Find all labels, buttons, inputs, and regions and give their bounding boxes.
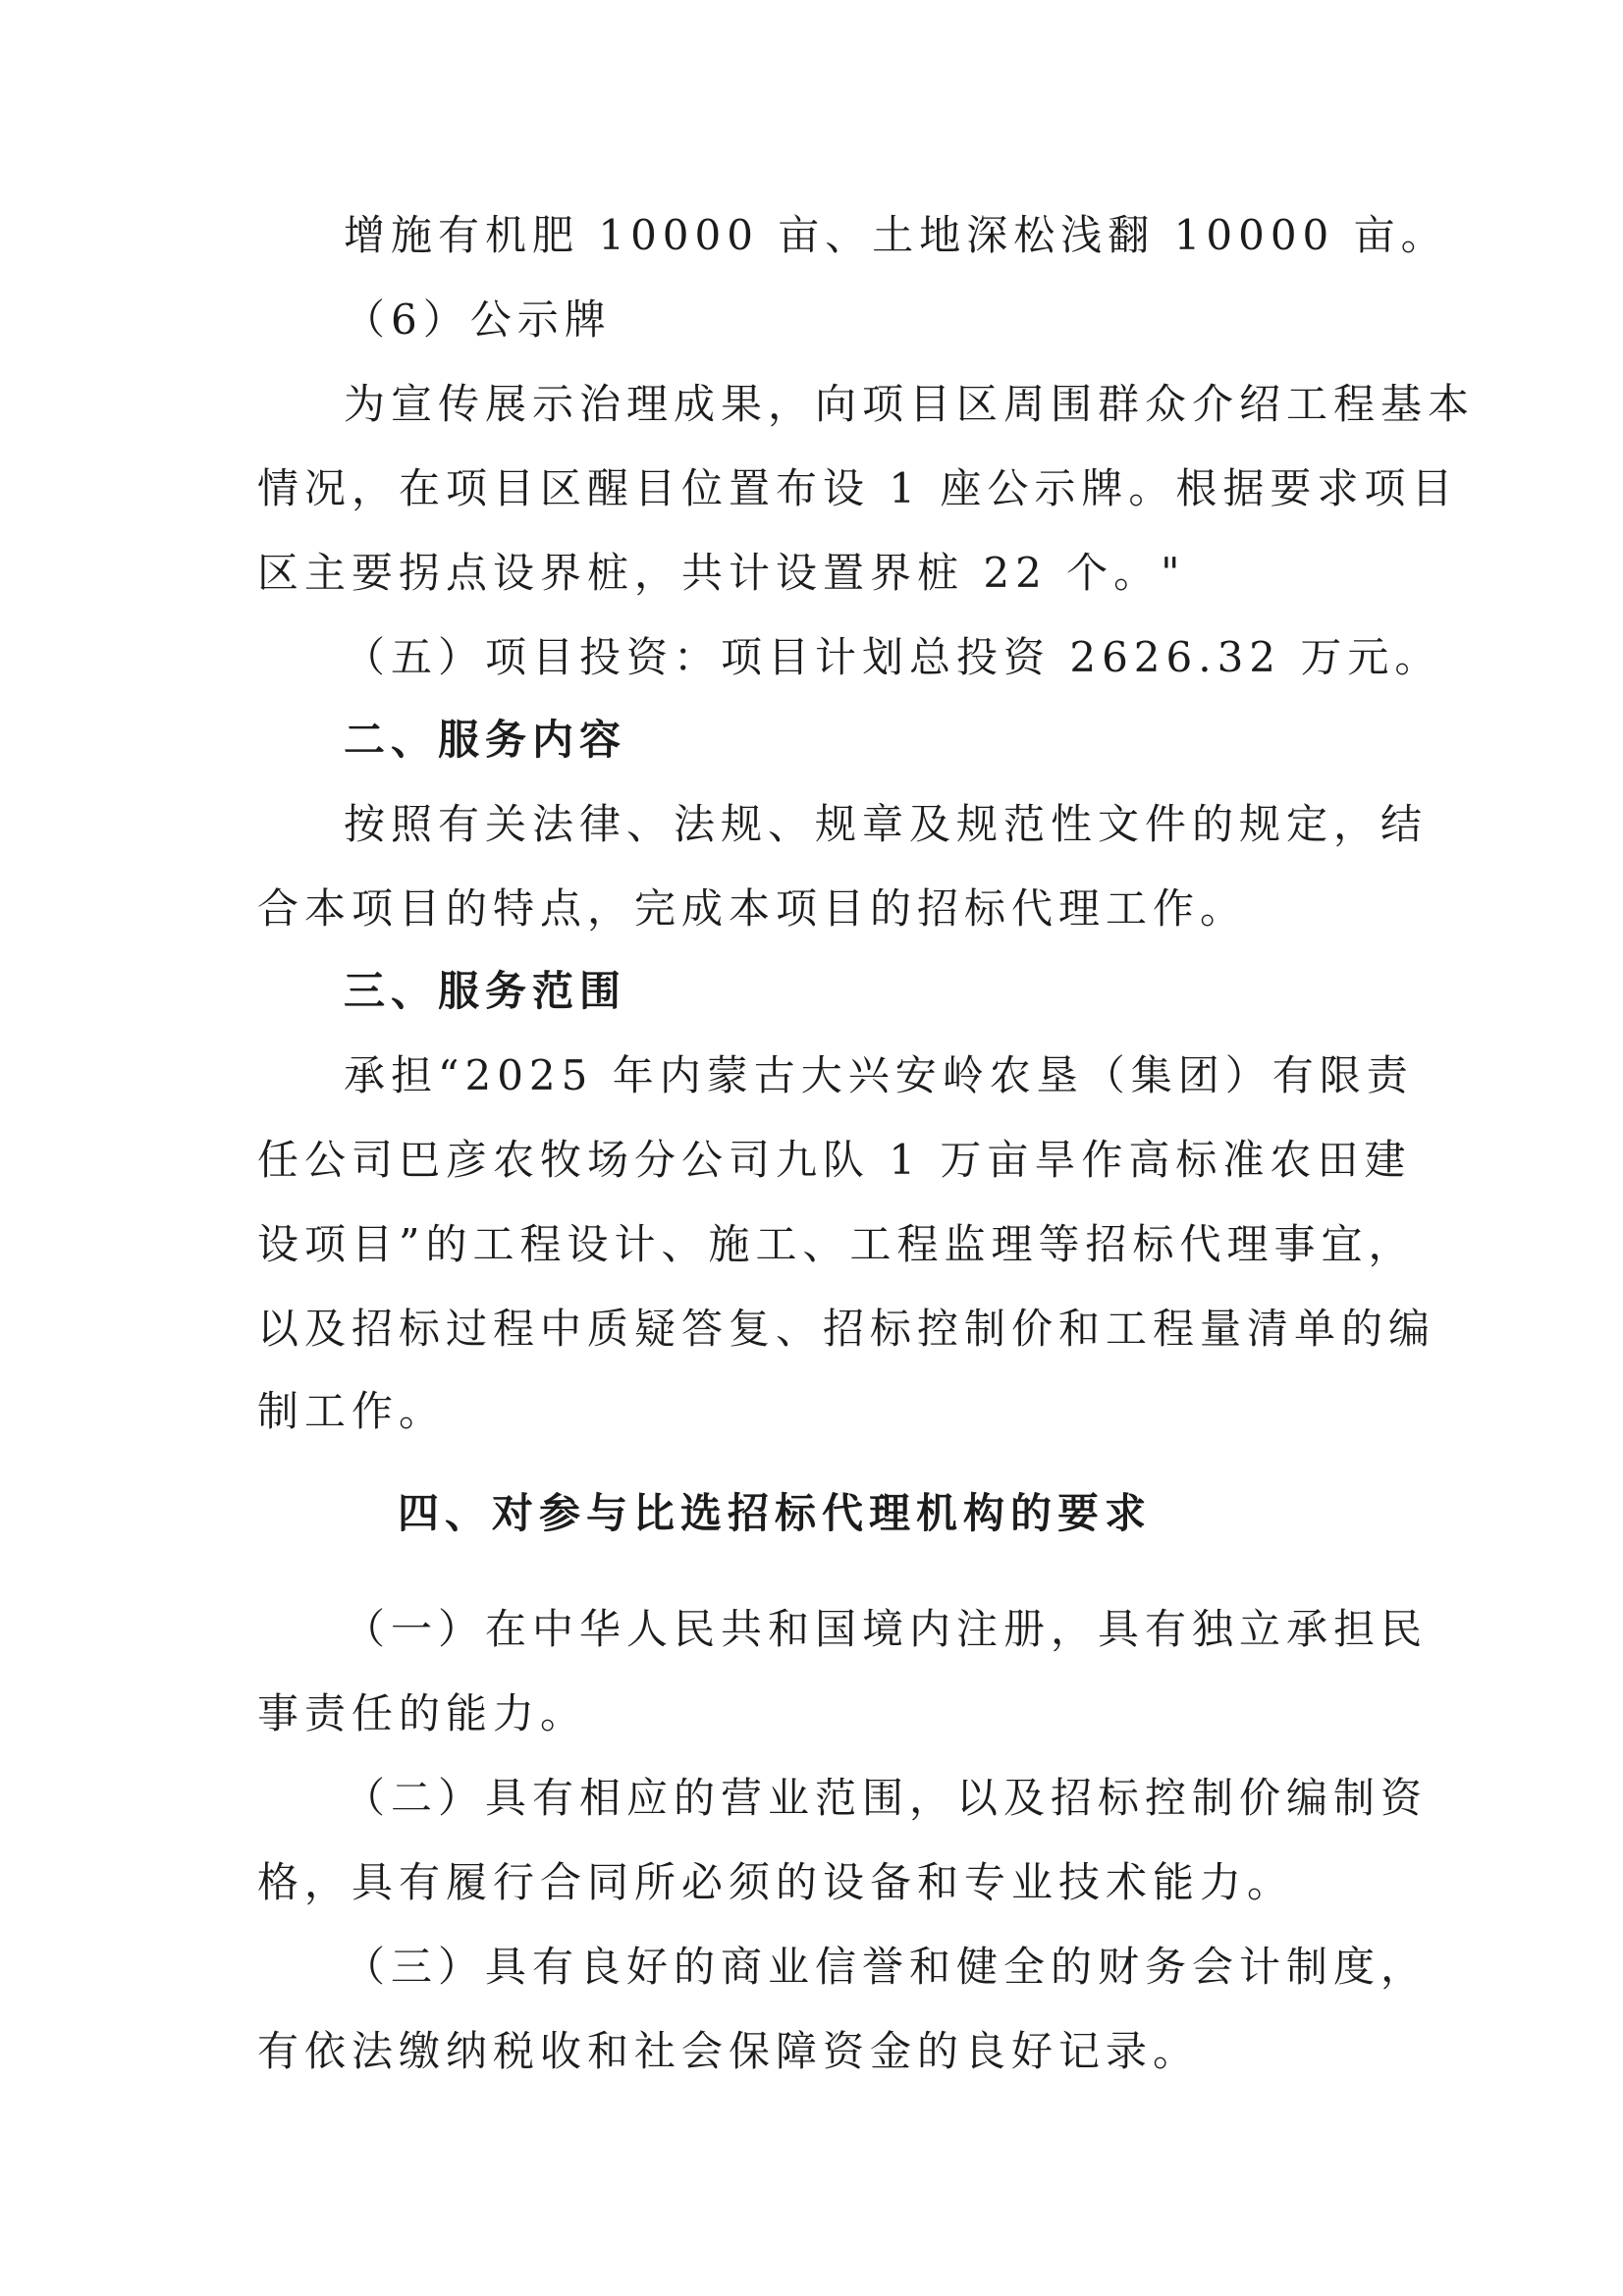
section-2-line-1: 按照有关法律、法规、规章及规范性文件的规定，结 (344, 800, 1429, 848)
signboard-subheading: （6）公示牌 (344, 295, 612, 344)
section-3-heading: 三、服务范围 (344, 967, 627, 1015)
fertilizer-line: 增施有机肥 10000 亩、土地深松浅翻 10000 亩。 (344, 211, 1448, 259)
requirement-3-line-1: （三）具有良好的商业信誉和健全的财务会计制度， (344, 1943, 1429, 1991)
requirement-1-line-2: 事责任的能力。 (257, 1689, 588, 1737)
section-3-line-2: 任公司巴彦农牧场分公司九队 1 万亩旱作高标准农田建 (257, 1136, 1412, 1184)
section-3-line-4: 以及招标过程中质疑答复、招标控制价和工程量清单的编 (257, 1305, 1436, 1353)
section-4-heading: 四、对参与比选招标代理机构的要求 (398, 1489, 1153, 1537)
section-2-heading: 二、服务内容 (344, 716, 627, 764)
signboard-para-line-2: 情况，在项目区醒目位置布设 1 座公示牌。根据要求项目 (257, 464, 1459, 512)
signboard-para-line-1: 为宣传展示治理成果，向项目区周围群众介绍工程基本 (344, 380, 1476, 428)
signboard-para-line-3: 区主要拐点设界桩，共计设置界桩 22 个。" (257, 549, 1186, 597)
investment-line: （五）项目投资：项目计划总投资 2626.32 万元。 (344, 633, 1442, 681)
section-2-line-2: 合本项目的特点，完成本项目的招标代理工作。 (257, 884, 1248, 933)
section-3-line-3: 设项目”的工程设计、施工、工程监理等招标代理事宜， (257, 1220, 1416, 1268)
requirement-3-line-2: 有依法缴纳税收和社会保障资金的良好记录。 (257, 2027, 1201, 2075)
requirement-2-line-2: 格，具有履行合同所必须的设备和专业技术能力。 (257, 1858, 1295, 1906)
requirement-2-line-1: （二）具有相应的营业范围，以及招标控制价编制资 (344, 1774, 1429, 1822)
section-3-line-1: 承担“2025 年内蒙古大兴安岭农垦（集团）有限责 (344, 1051, 1414, 1099)
requirement-1-line-1: （一）在中华人民共和国境内注册，具有独立承担民 (344, 1605, 1429, 1653)
section-3-line-5: 制工作。 (257, 1387, 447, 1435)
